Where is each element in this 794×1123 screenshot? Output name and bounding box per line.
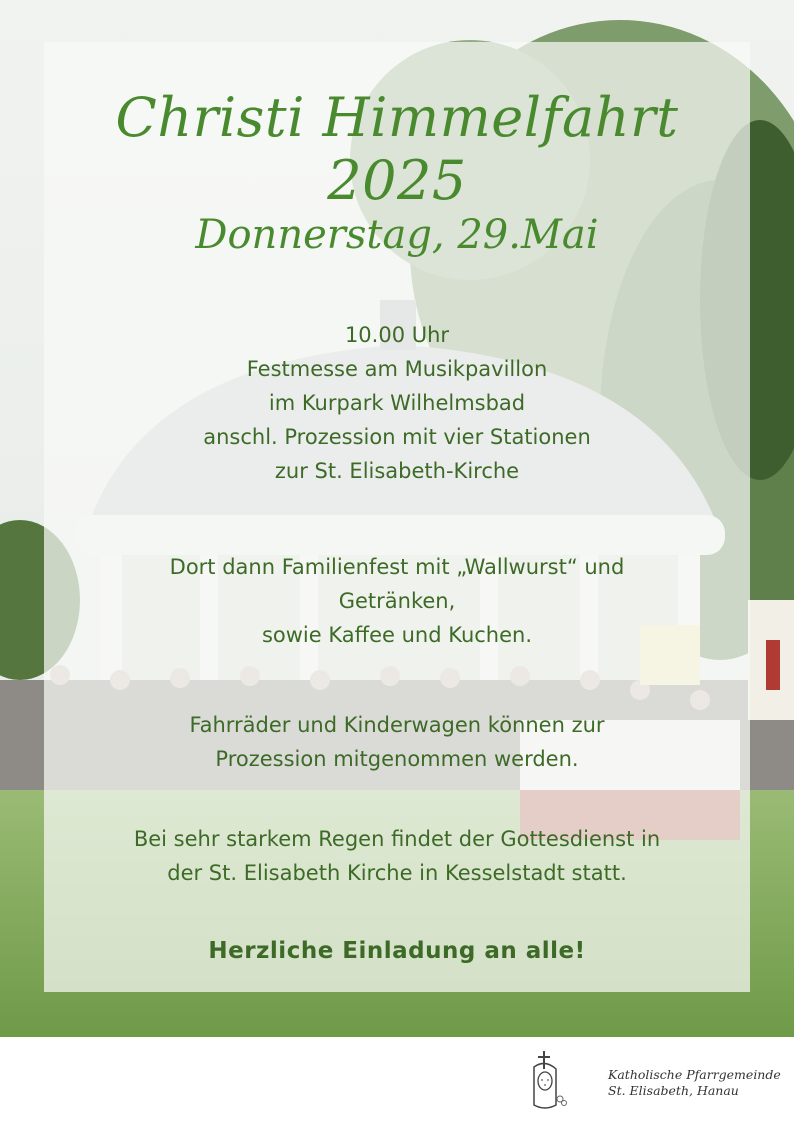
rain-notice-block: [44, 822, 750, 890]
parish-line-1: Katholische Pfarrgemeinde: [608, 1067, 781, 1082]
schedule-line: im Kurpark Wilhelmsbad: [268, 391, 526, 415]
family-fest-block: [44, 550, 750, 652]
invitation-text: Herzliche Einladung an alle!: [208, 938, 586, 964]
rain-line: Bei sehr starkem Regen findet der Gottesdienst in: [133, 827, 661, 851]
bikes-line: Prozession mitgenommen werden.: [215, 747, 579, 771]
schedule-block: [44, 318, 750, 488]
parish-line-2: St. Elisabeth, Hanau: [608, 1083, 739, 1098]
schedule-line: 10.00 Uhr: [344, 323, 450, 347]
fest-line: Dort dann Familienfest mit „Wallwurst“ und: [169, 555, 625, 579]
parish-name: [608, 1067, 781, 1099]
poster-title: Christi Himmelfahrt 2025: [115, 86, 679, 212]
event-date: Donnerstag, 29.Mai: [195, 212, 599, 258]
fest-line: sowie Kaffee und Kuchen.: [261, 623, 533, 647]
rain-line: der St. Elisabeth Kirche in Kesselstadt statt.: [167, 861, 627, 885]
schedule-line: anschl. Prozession mit vier Stationen: [203, 425, 591, 449]
fest-line: Getränken,: [338, 589, 456, 613]
bikes-strollers-block: [44, 708, 750, 776]
saint-elisabeth-logo-icon: [520, 1047, 570, 1117]
schedule-line: Festmesse am Musikpavillon: [246, 357, 548, 381]
schedule-line: zur St. Elisabeth-Kirche: [274, 459, 520, 483]
bikes-line: Fahrräder und Kinderwagen können zur: [189, 713, 605, 737]
